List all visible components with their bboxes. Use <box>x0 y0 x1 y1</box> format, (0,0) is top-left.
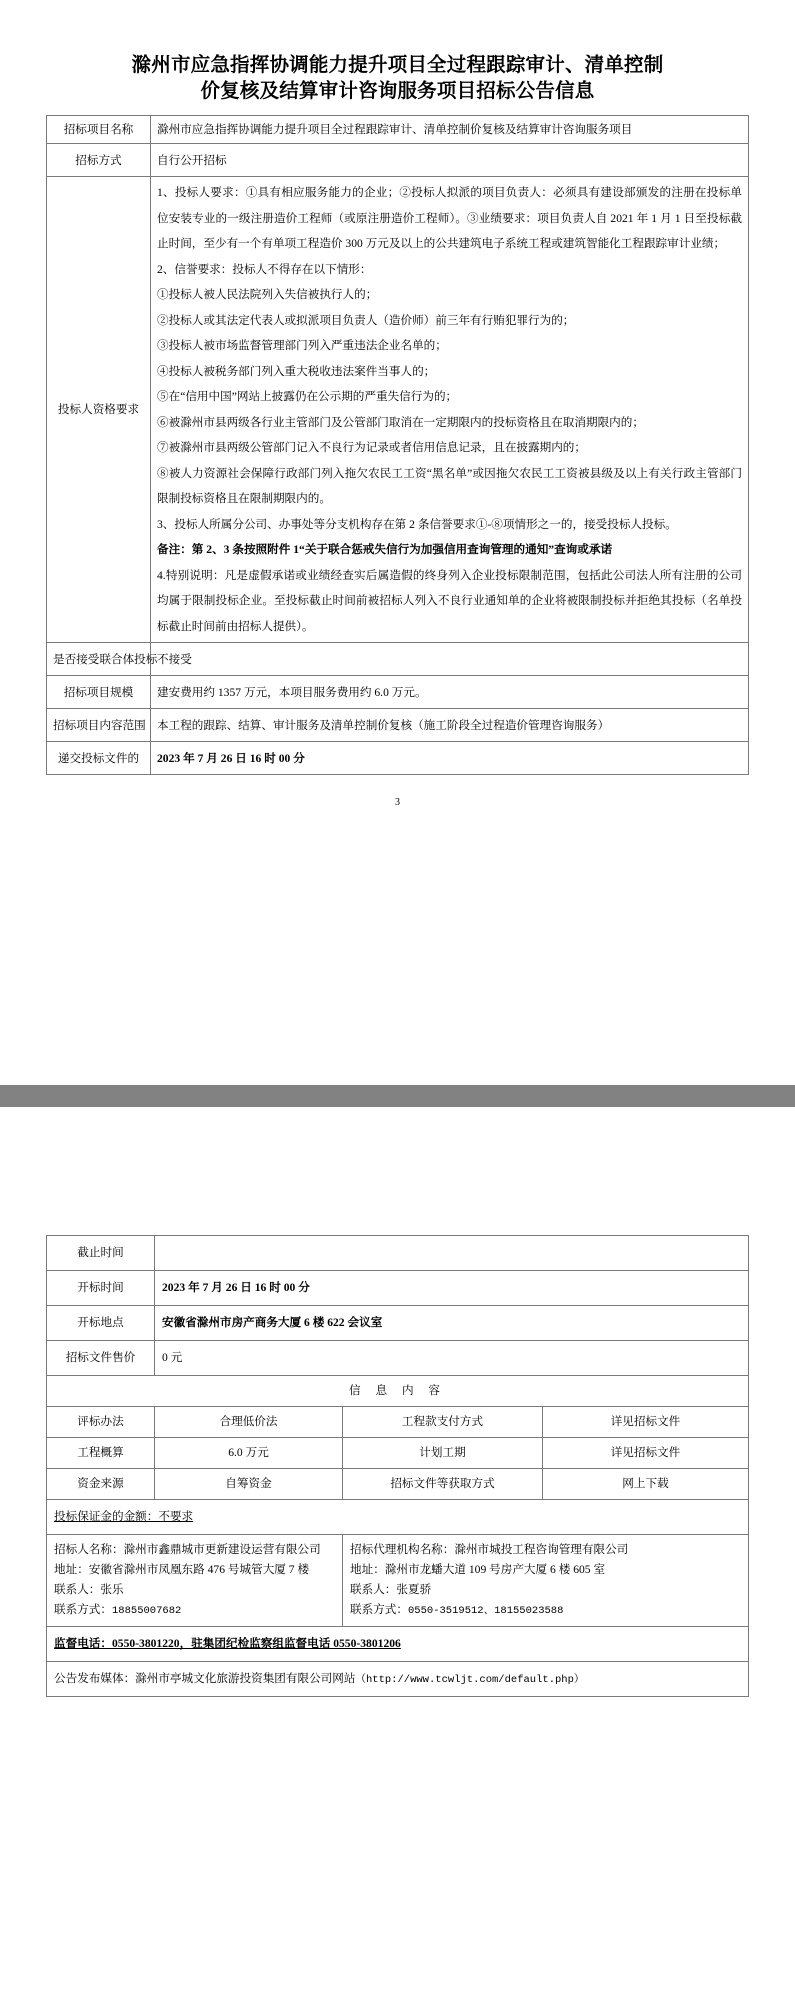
label-doc-acquisition: 招标文件等获取方式 <box>343 1469 543 1500</box>
value-doc-price: 0 元 <box>155 1341 749 1376</box>
qualification-paragraph: ⑥被滁州市县两级各行业主管部门及公管部门取消在一定期限内的投标资格且在取消期限内的； <box>157 415 644 429</box>
table-row-open-place <box>47 1306 749 1341</box>
label-bid-method: 招标方式 <box>47 144 151 177</box>
tenderer-contact-label: 联系人： <box>54 1583 101 1596</box>
tenderer-address-value: 安徽省滁州市凤凰东路 476 号城管大厦 7 楼 <box>88 1563 310 1576</box>
agency-contact-line <box>350 1580 741 1600</box>
page-title <box>52 0 743 115</box>
table-row-scale <box>47 676 749 709</box>
supervision-phone-text: 监督电话：0550-3801220，驻集团纪检监察组监督电话 0550-3801206 <box>47 1627 749 1662</box>
bid-deposit-row <box>47 1500 749 1535</box>
label-joint-bid: 是否接受联合体投标 <box>47 643 151 676</box>
label-scale: 招标项目规模 <box>47 676 151 709</box>
tenderer-block <box>47 1535 343 1627</box>
bid-details-table <box>46 1235 749 1697</box>
table-row-scope <box>47 709 749 742</box>
qualification-paragraph: 2、信誉要求：投标人不得存在以下情形： <box>157 262 372 276</box>
table-row-info-2 <box>47 1469 749 1500</box>
value-duration: 详见招标文件 <box>543 1438 749 1469</box>
tenderer-address-label: 地址： <box>54 1563 89 1576</box>
agency-phone-line <box>350 1600 741 1621</box>
agency-phone-label: 联系方式： <box>350 1603 408 1616</box>
tenderer-name-value: 滁州市鑫鼎城市更新建设运营有限公司 <box>123 1543 321 1556</box>
tenderer-name-label: 招标人名称： <box>54 1543 124 1556</box>
value-qualification <box>151 177 749 643</box>
table-row-supervision <box>47 1627 749 1662</box>
value-project-name: 滁州市应急指挥协调能力提升项目全过程跟踪审计、清单控制价复核及结算审计咨询服务项目 <box>151 116 749 144</box>
page-number: 3 <box>395 797 400 808</box>
table-row-contacts <box>47 1535 749 1627</box>
agency-address-value: 滁州市龙蟠大道 109 号房产大厦 6 楼 605 室 <box>384 1563 606 1576</box>
table-row-open-time <box>47 1271 749 1306</box>
value-bid-method: 自行公开招标 <box>151 144 749 177</box>
label-payment-method: 工程款支付方式 <box>343 1407 543 1438</box>
agency-contact-label: 联系人： <box>350 1583 397 1596</box>
value-scope: 本工程的跟踪、结算、审计服务及清单控制价复核（施工阶段全过程造价管理咨询服务） <box>151 709 749 742</box>
qualification-paragraph: 1、投标人要求：①具有相应服务能力的企业；②投标人拟派的项目负责人：必须具有建设部颁发的注册在投标单位安装专业的一级注册造价工程师（或原注册造价工程师）。③业绩要求：项目负责人自 2021 年 1 月 1 日至投标截止时间，至少有一个有单项工程造价 300 万元及以上的公共建筑电子系统工程或建筑智能化工程跟踪审计业绩； <box>157 186 742 250</box>
label-funding-source: 资金来源 <box>47 1469 155 1500</box>
label-eval-method: 评标办法 <box>47 1407 155 1438</box>
tenderer-phone-line <box>54 1600 335 1621</box>
bid-announcement-table <box>46 115 749 775</box>
qualification-paragraph: ⑦被滁州市县两级公管部门记入不良行为记录或者信用信息记录，且在披露期内的； <box>157 441 586 454</box>
qualification-paragraph: 4.特别说明：凡是虚假承诺或业绩经查实后属造假的终身列入企业投标限制范围，包括此公司法人所有注册的公司均属于限制投标企业。至投标截止时间前被招标人列入不良行业通知单的企业将被限制投标并拒绝其投标（名单投标截止时间前由招标人提供）。 <box>157 568 742 633</box>
page-separator-band <box>0 1085 795 1107</box>
tenderer-contact-line <box>54 1580 335 1600</box>
table-row-deposit <box>47 1500 749 1535</box>
agency-name-value: 滁州市城投工程咨询管理有限公司 <box>454 1543 629 1556</box>
qualification-paragraph: ③投标人被市场监督管理部门列入严重违法企业名单的； <box>157 339 447 352</box>
page-title-line-1: 滁州市应急指挥协调能力提升项目全过程跟踪审计、清单控制 <box>131 54 664 76</box>
table-row-doc-price <box>47 1341 749 1376</box>
value-open-time: 2023 年 7 月 26 日 16 时 00 分 <box>155 1271 749 1306</box>
media-label: 公告发布媒体： <box>54 1671 136 1685</box>
value-funding-source: 自筹资金 <box>155 1469 343 1500</box>
value-doc-acquisition: 网上下载 <box>543 1469 749 1500</box>
label-duration: 计划工期 <box>343 1438 543 1469</box>
label-project-name: 招标项目名称 <box>47 116 151 144</box>
table-row-submit-deadline <box>47 742 749 775</box>
agency-name-label: 招标代理机构名称： <box>350 1543 455 1556</box>
table-row-info-header <box>47 1376 749 1407</box>
table-row-media <box>47 1662 749 1697</box>
bid-deposit-label: 投标保证金的金额： <box>54 1510 159 1523</box>
value-budget: 6.0 万元 <box>155 1438 343 1469</box>
agency-address-label: 地址： <box>350 1563 385 1576</box>
qualification-paragraph: ②投标人或其法定代表人或拟派项目负责人（造价师）前三年有行贿犯罪行为的； <box>157 313 575 327</box>
label-deadline: 截止时间 <box>47 1236 155 1271</box>
label-open-time: 开标时间 <box>47 1271 155 1306</box>
agency-block <box>343 1535 749 1627</box>
table-row-info-0 <box>47 1407 749 1438</box>
value-deadline <box>155 1236 749 1271</box>
tenderer-address-line <box>54 1560 335 1580</box>
bid-deposit-value: 不要求 <box>158 1510 194 1523</box>
table-row-bid-method <box>47 144 749 177</box>
table-row-deadline <box>47 1236 749 1271</box>
info-content-header: 信 息 内 容 <box>47 1376 749 1407</box>
label-budget: 工程概算 <box>47 1438 155 1469</box>
agency-phone-value: 0550-3519512、18155023588 <box>407 1605 564 1617</box>
announcement-media-row <box>47 1662 749 1697</box>
label-scope: 招标项目内容范围 <box>47 709 151 742</box>
agency-name-line <box>350 1540 741 1560</box>
media-value: 滁州市亭城文化旅游投资集团有限公司网站 <box>135 1671 356 1685</box>
tenderer-name-line <box>54 1540 335 1560</box>
tenderer-phone-value: 18855007682 <box>111 1605 182 1617</box>
media-url: （http://www.tcwljt.com/default.php） <box>355 1673 585 1686</box>
qualification-paragraph: ⑧被人力资源社会保障行政部门列入拖欠农民工工资“黑名单”或因拖欠农民工工资被县级及以上有关行政主管部门限制投标资格且在限制期限内的。 <box>157 466 742 505</box>
qualification-paragraph-list <box>157 180 742 639</box>
value-eval-method: 合理低价法 <box>155 1407 343 1438</box>
value-submit-deadline: 2023 年 7 月 26 日 16 时 00 分 <box>151 742 749 775</box>
value-open-place: 安徽省滁州市房产商务大厦 6 楼 622 会议室 <box>155 1306 749 1341</box>
table-row-qualification <box>47 177 749 643</box>
value-joint-bid: 不接受 <box>151 643 749 676</box>
page-title-line-2: 价复核及结算审计咨询服务项目招标公告信息 <box>200 80 595 102</box>
qualification-paragraph: ①投标人被人民法院列入失信被执行人的； <box>157 288 378 301</box>
page-2-top-spacer <box>46 1107 749 1235</box>
qualification-paragraph: ⑤在“信用中国”网站上披露仍在公示期的严重失信行为的； <box>157 390 458 403</box>
label-open-place: 开标地点 <box>47 1306 155 1341</box>
label-doc-price: 招标文件售价 <box>47 1341 155 1376</box>
table-row-info-1 <box>47 1438 749 1469</box>
tenderer-contact-value: 张乐 <box>100 1583 124 1596</box>
label-submit-deadline: 递交投标文件的 <box>47 742 151 775</box>
agency-address-line <box>350 1560 741 1580</box>
label-qualification: 投标人资格要求 <box>47 177 151 643</box>
qualification-paragraph: 3、投标人所属分公司、办事处等分支机构存在第 2 条信誉要求①-⑧项情形之一的，接受投标人投标。 <box>157 517 677 531</box>
tenderer-phone-label: 联系方式： <box>54 1603 112 1616</box>
value-payment-method: 详见招标文件 <box>543 1407 749 1438</box>
agency-contact-value: 张夏骄 <box>396 1583 432 1596</box>
qualification-paragraph: 备注：第 2、3 条按照附件 1“关于联合惩戒失信行为加强信用查询管理的通知”查询或承诺 <box>157 543 613 556</box>
table-row-joint-bid <box>47 643 749 676</box>
table-row-project-name <box>47 116 749 144</box>
document-page-2 <box>0 1107 795 1965</box>
value-scale: 建安费用约 1357 万元，本项目服务费用约 6.0 万元。 <box>151 676 749 709</box>
qualification-paragraph: ④投标人被税务部门列入重大税收违法案件当事人的； <box>157 364 436 378</box>
